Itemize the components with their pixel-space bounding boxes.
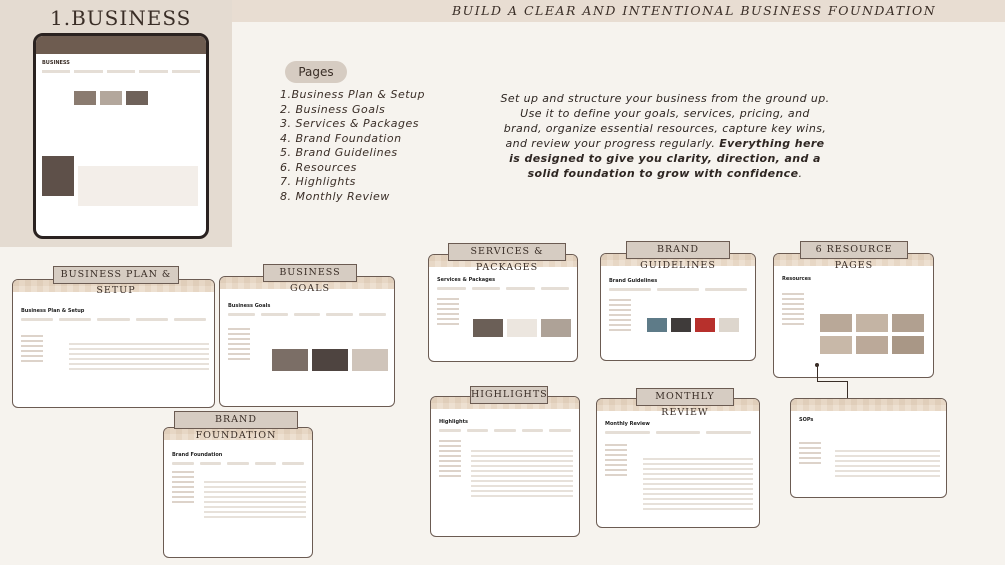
label-services-packages: SERVICES & PACKAGES xyxy=(448,243,566,261)
label-brand-guidelines: BRAND GUIDELINES xyxy=(626,241,730,259)
card-highlights xyxy=(430,396,580,537)
page-item: 4. Brand Foundation xyxy=(280,131,402,145)
pages-list xyxy=(280,88,425,204)
card-sops xyxy=(790,398,947,498)
label-monthly-review: MONTHLY REVIEW xyxy=(636,388,734,406)
hero-thumbnails xyxy=(74,91,148,105)
page-item: 6. Resources xyxy=(280,160,357,174)
card-title: Brand Foundation xyxy=(172,452,223,458)
pages-heading: Pages xyxy=(285,61,347,83)
connector-dot xyxy=(815,363,819,367)
card-title: Highlights xyxy=(439,419,468,425)
page-item: 5. Brand Guidelines xyxy=(280,146,398,159)
label-resources: 6 RESOURCE PAGES xyxy=(800,241,908,259)
label-highlights: HIGHLIGHTS xyxy=(470,386,548,404)
card-title: Business Plan & Setup xyxy=(21,308,85,314)
hero-panel xyxy=(0,0,232,247)
card-title: Services & Packages xyxy=(437,277,496,283)
hero-nav xyxy=(42,70,200,73)
page-item: 3. Services & Packages xyxy=(280,117,419,130)
description-text: Set up and structure your business from the ground up. Use it to define your goals, services, pricing, and brand, organize essential resources, capture key wins, and review your progress regularly. xyxy=(500,92,830,150)
connector-line xyxy=(817,381,847,382)
page-item: 7. Highlights xyxy=(280,175,356,188)
page-item: 8. Monthly Review xyxy=(280,189,390,203)
card-title: Resources xyxy=(782,276,812,282)
label-business-goals: BUSINESS GOALS xyxy=(263,264,357,282)
page-item: 2. Business Goals xyxy=(280,102,386,116)
label-business-plan: BUSINESS PLAN & SETUP xyxy=(53,266,179,284)
card-title: Business Goals xyxy=(228,303,271,309)
card-title: Monthly Review xyxy=(605,421,650,427)
hero-screen-title: BUSINESS xyxy=(42,60,70,66)
hero-cover-image xyxy=(36,36,206,54)
description xyxy=(500,91,830,181)
hero-side-image xyxy=(42,156,74,196)
label-brand-foundation: BRAND FOUNDATION xyxy=(174,411,298,429)
hero-board xyxy=(78,166,198,206)
card-brand-foundation xyxy=(163,427,313,558)
description-bold: Everything here is designed to give you clarity, direction, and a solid foundation to grow with confidence xyxy=(509,137,825,180)
card-title: Brand Guidelines xyxy=(609,278,658,284)
description-end: . xyxy=(798,167,803,180)
page-item: 1.Business Plan & Setup xyxy=(280,88,425,101)
card-title: SOPs xyxy=(799,417,814,423)
tagline: BUILD A CLEAR AND INTENTIONAL BUSINESS FOUNDATION xyxy=(452,3,937,18)
hero-screenshot xyxy=(33,33,209,239)
connector-line xyxy=(847,381,848,398)
connector-line xyxy=(817,365,824,382)
hero-title: 1.BUSINESS xyxy=(50,6,192,30)
resource-tiles xyxy=(820,314,924,354)
